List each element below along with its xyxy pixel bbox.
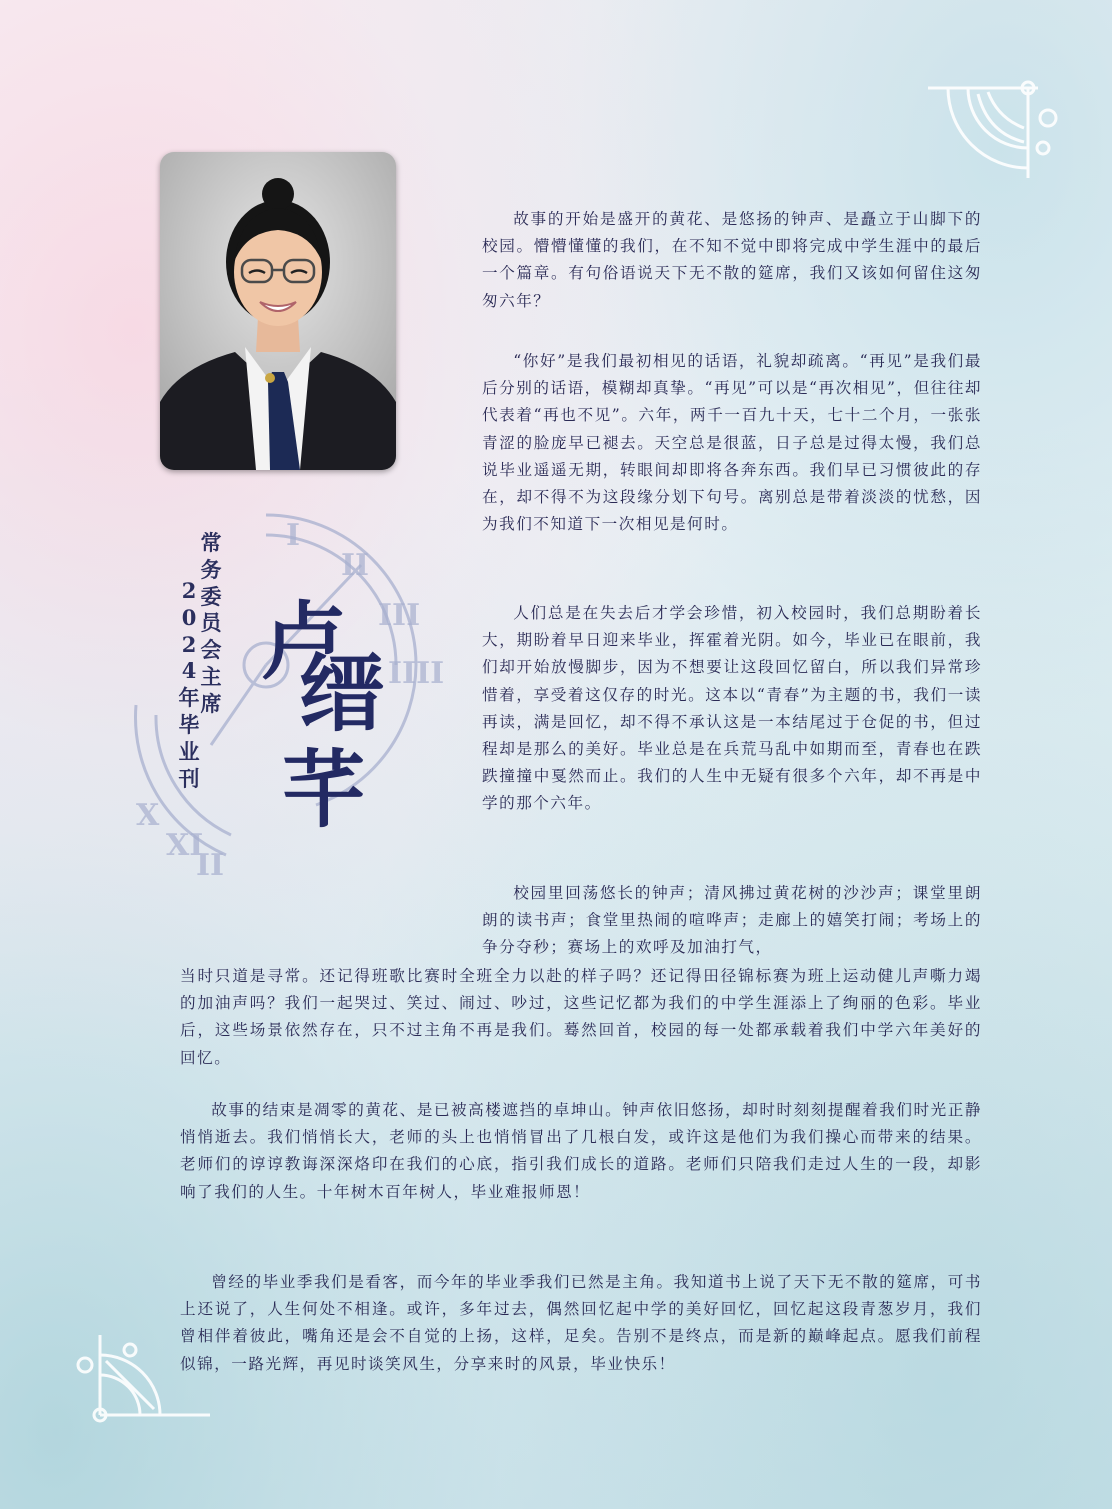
vertical-title-char: 主 [200, 663, 222, 689]
vertical-title-char: 2 [181, 578, 197, 603]
svg-text:I: I [286, 518, 301, 553]
article-paragraph-2: “你好”是我们最初相见的话语，礼貌却疏离。“再见”是我们最后分别的话语，模糊却真挚。“再见”可以是“再次相见”，但往往却代表着“再也不见”。六年，两千一百九十天，七十二个月，一张张青涩的脸庞早已褪去。天空总是很蓝，日子总是过得太慢，我们总说毕业遥遥无期，转眼间却即将各奔东西。我们早已习惯彼此的存在，却不得不为这段缘分划下句号。离别总是带着淡淡的忧愁，因为我们不知道下一次相见是何时。 [482, 352, 982, 534]
article-paragraph-4-start: 校园里回荡悠长的钟声；清风拂过黄花树的沙沙声；课堂里朗朗的读书声；食堂里热闹的喧哗声；走廊上的嬉笑打闹；考场上的争分夺秒；赛场上的欢呼及加油打气， [482, 884, 982, 957]
vertical-title-char: 4 [181, 658, 197, 684]
article-paragraph-3: 人们总是在失去后才学会珍惜，初入校园时，我们总期盼着长大，期盼着早日迎来毕业，挥霍着光阴。如今，毕业已在眼前，我们却开始放慢脚步，因为不想要让这段回忆留白，所以我们异常珍惜着，享受着这仅存的时光。这本以“青春”为主题的书，我们一读再读，满是回忆，却不得不承认这是一本结尾过于仓促的书，但过程却是那么的美好。毕业总是在兵荒马乱中如期而至，青春也在跌跌撞撞中戛然而止。我们的人生中无疑有很多个六年，却不再是中学的那个六年。 [482, 604, 982, 813]
article-paragraph-4-end: 当时只道是寻常。还记得班歌比赛时全班全力以赴的样子吗？还记得田径锦标赛为班上运动健儿声嘶力竭的加油声吗？我们一起哭过、笑过、闹过、吵过，这些记忆都为我们的中学生涯添上了绚丽的色彩。毕业后，这些场景依然存在，只不过主角不再是我们。蓦然回首，校园的每一处都承载着我们中学六年美好的回忆。 [180, 967, 982, 1067]
vertical-title-char: 0 [181, 604, 197, 630]
vertical-title-char: 2 [181, 631, 197, 657]
vertical-title-char: 业 [178, 738, 200, 764]
vertical-title-char: 毕 [178, 711, 200, 737]
article-paragraph-5: 故事的结束是凋零的黄花、是已被高楼遮挡的卓坤山。钟声依旧悠扬，却时时刻刻提醒着我们时光正静悄悄逝去。我们悄悄长大，老师的头上也悄悄冒出了几根白发，或许这是他们为我们操心而带来的结果。老师们的谆谆教诲深深烙印在我们的心底，指引我们成长的道路。老师们只陪我们走过人生的一段，却影响了我们的人生。十年树木百年树人，毕业难报师恩！ [180, 1101, 982, 1201]
clock-face-icon [116, 505, 446, 890]
vertical-title-char: 常 [200, 530, 222, 555]
student-portrait-photo [160, 152, 396, 470]
role-title [176, 532, 236, 832]
vertical-title-char: 务 [200, 556, 222, 582]
svg-text:X: X [136, 798, 160, 833]
article-paragraph-1: 故事的开始是盛开的黄花、是悠扬的钟声、是矗立于山脚下的校园。懵懵懂懂的我们，在不知不觉中即将完成中学生涯中的最后一个篇章。有句俗语说天下无不散的筵席，我们又该如何留住这匆匆六年？ [482, 210, 982, 310]
name-character-3: 芊 [282, 740, 367, 839]
svg-text:XI: XI [166, 828, 204, 863]
vertical-title-char: 员 [200, 610, 222, 636]
name-character-1: 卢 [262, 592, 347, 691]
name-character-2: 缙 [300, 644, 385, 743]
vertical-title-char: 会 [200, 637, 222, 663]
article-paragraph-6: 曾经的毕业季我们是看客，而今年的毕业季我们已然是主角。我知道书上说了天下无不散的筵席，可书上还说了，人生何处不相逢。或许，多年过去，偶然回忆起中学的美好回忆，回忆起这段青葱岁月，我们曾相伴着彼此，嘴角还是会不自觉的上扬，这样，足矣。告别不是终点，而是新的巅峰起点。愿我们前程似锦，一路光辉，再见时谈笑风生，分享来时的风景，毕业快乐！ [180, 1273, 982, 1373]
svg-text:IIII: IIII [388, 656, 445, 691]
vertical-title-char: 刊 [178, 765, 200, 791]
ornate-corner-icon [918, 78, 1060, 188]
vertical-title-char: 席 [200, 690, 222, 716]
vertical-title-char: 委 [200, 583, 222, 609]
vertical-title-char: 年 [178, 685, 200, 711]
role-title-line-2 [176, 580, 202, 794]
svg-text:II: II [341, 548, 370, 583]
svg-text:II: II [196, 848, 225, 883]
svg-text:III: III [378, 598, 421, 633]
